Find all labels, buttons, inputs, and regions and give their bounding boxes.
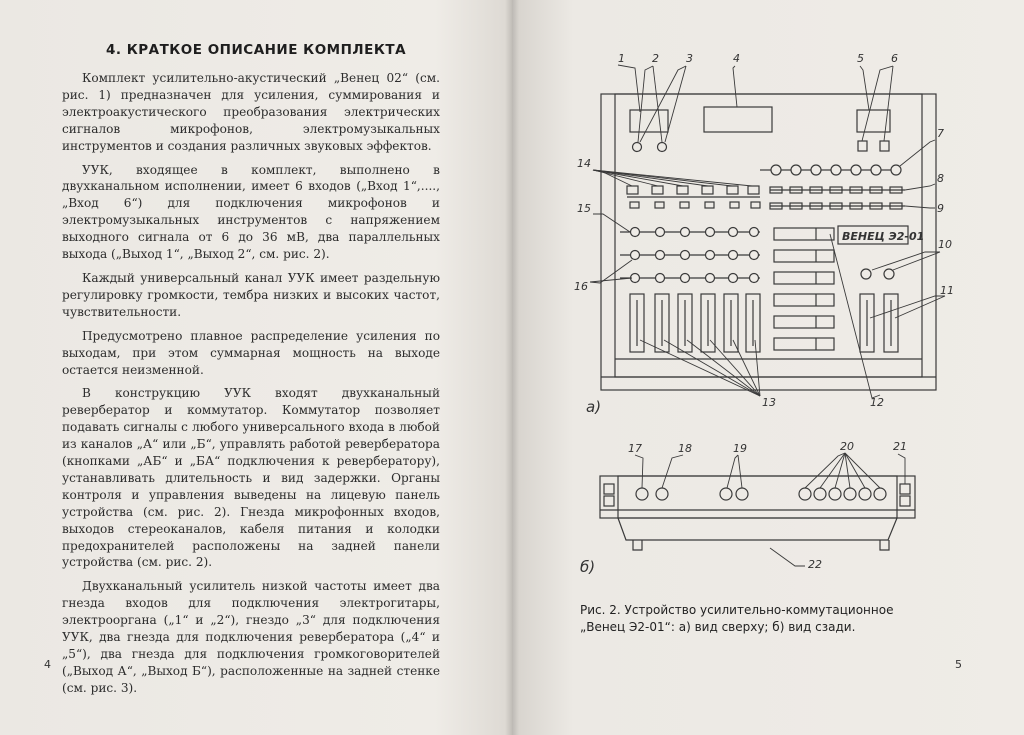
- paragraph: Предусмотрено плавное распределение усиления по выходам, при этом суммарная мощность на выходе остается неизменной.: [62, 328, 440, 377]
- callout-15: 15: [577, 202, 591, 215]
- slider-group-12: [774, 228, 834, 350]
- knob-row-mid: [620, 251, 760, 260]
- view-a-label: а): [586, 398, 602, 416]
- fader-group-13: [630, 294, 760, 352]
- callout-5: 5: [857, 52, 864, 65]
- paragraph: В конструкцию УУК входят двухканальный ревербератор и коммутатор. Коммутатор позволяет подавать сигналы с любого универсального входа в любой из каналов „А“ или „Б“, управлять работой ревербератора (кнопками „АБ“ и „БА“ подключения к ревербератору), устанавливать длительность и вид задержки. Органы контроля и управления выведены на лицевую панель устройства (см. рис. 2). Гнезда микрофонных входов, выходов стереоканалов, кабеля питания и колодки предохранителей расположены на задней панели устройства (см. рис. 2).: [62, 386, 440, 570]
- callout-12: 12: [870, 396, 884, 409]
- input-display-left: [630, 110, 668, 132]
- callout-21: 21: [893, 440, 907, 453]
- paragraph: Каждый универсальный канал УУК имеет раздельную регулировку громкости, тембра низких и высоких частот, чувствительности.: [62, 270, 440, 319]
- main-display: [704, 107, 772, 132]
- callout-2: 2: [652, 52, 659, 65]
- knob-row-15: [620, 228, 760, 237]
- callout-6: 6: [891, 52, 898, 65]
- button-row-8: [770, 187, 905, 193]
- back-view-outline: [600, 476, 915, 550]
- callout-14: 14: [577, 157, 591, 170]
- callout-7: 7: [937, 127, 944, 140]
- paragraph: Комплект усилительно-акустический „Венец 02“ (см. рис. 1) предназначен для усиления, суммирования и электроакустического преобразования электрических сигналов микрофонов, электромузыкальных инструментов и создания различных звуковых эффектов.: [62, 71, 440, 153]
- page-number-right: 5: [955, 658, 962, 671]
- button-row-9: [770, 203, 905, 209]
- callout-20: 20: [840, 440, 854, 453]
- callout-1: 1: [618, 52, 625, 65]
- callout-19: 19: [733, 442, 747, 455]
- page-number-left: 4: [44, 658, 51, 671]
- knob-row-16: [620, 274, 760, 283]
- callout-16: 16: [574, 280, 588, 293]
- callout-8: 8: [937, 172, 944, 185]
- paragraph: УУК, входящее в комплект, выполнено в двухканальном исполнении, имеет 6 входов („Вход 1“,...., „Вход 6“) для подключения микрофонов и электромузыкальных инструментов с напряжением выходного сигнала от 6 до 36 мВ, два параллельных выхода („Выход 1“, „Выход 2“, см. рис. 2).: [62, 162, 440, 262]
- switch-group-14: [627, 186, 760, 208]
- callout-17: 17: [628, 442, 642, 455]
- callout-9: 9: [937, 202, 944, 215]
- callout-22: 22: [808, 558, 822, 571]
- paragraph: Двухканальный усилитель низкой частоты имеет два гнезда входов для подключения электрогитары, электрооргана („1“ и „2“), гнездо „3“ для подключения УУК, два гнезда для подключения ревербератора („4“ и „5“), два гнезда для подключения громкоговорителей („Выход А“, „Выход Б“), расположенные на задней стенке (см. рис. 3).: [62, 579, 440, 695]
- callout-3: 3: [686, 52, 693, 65]
- caption-line-1: Рис. 2. Устройство усилительно-коммутационное: [580, 603, 894, 617]
- callout-4: 4: [733, 52, 740, 65]
- callout-18: 18: [678, 442, 692, 455]
- view-b-label: б): [580, 558, 596, 576]
- callout-13: 13: [762, 396, 776, 409]
- callout-10: 10: [938, 238, 952, 251]
- back-jacks: [636, 488, 886, 500]
- section-heading: 4. КРАТКОЕ ОПИСАНИЕ КОМПЛЕКТА: [105, 42, 407, 58]
- brand-plate-label: ВЕНЕЦ Э2-01: [842, 230, 925, 243]
- callout-11: 11: [940, 284, 954, 297]
- caption-line-2: „Венец Э2-01“: а) вид сверху; б) вид сзади.: [580, 620, 856, 634]
- figure-caption: [580, 602, 960, 636]
- knob-row-7: [760, 165, 901, 175]
